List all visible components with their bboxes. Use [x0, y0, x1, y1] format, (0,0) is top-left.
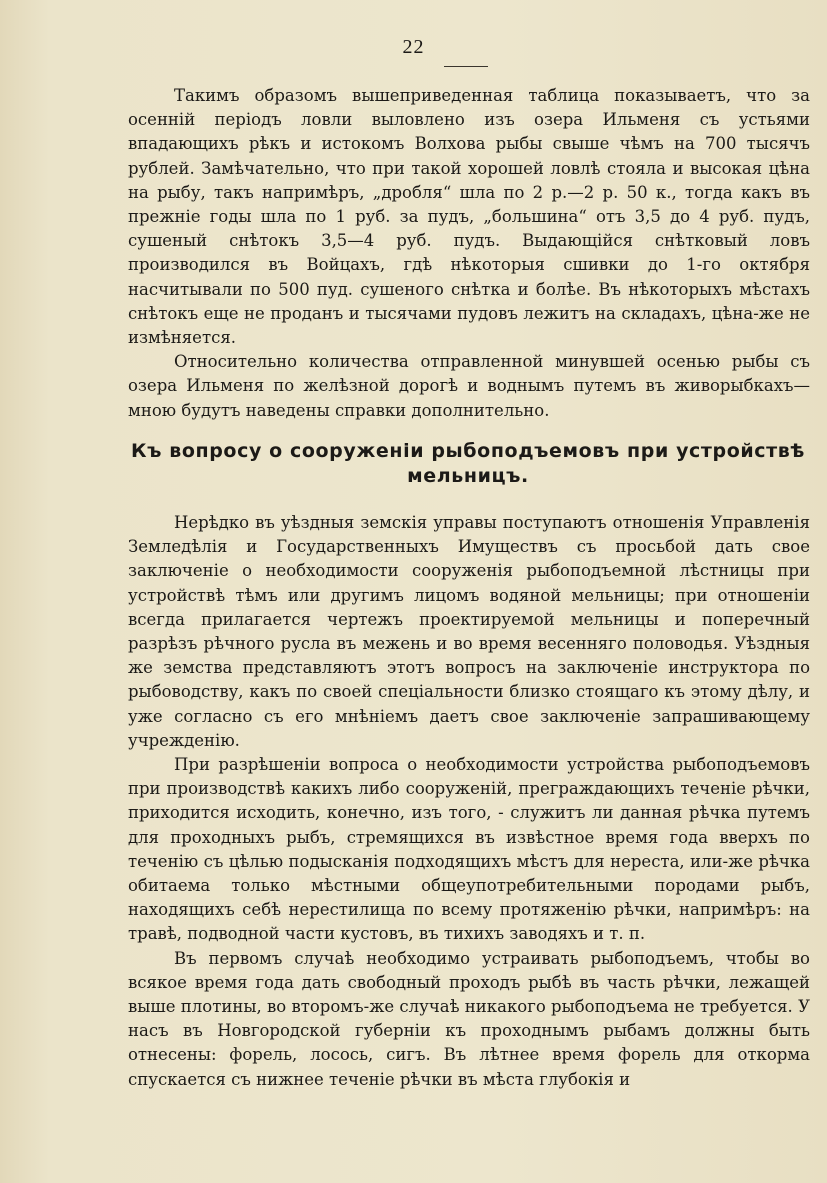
- article-paragraph-2: При разрѣшенiи вопроса о необходимости устройства рыбоподъемовъ при производствѣ какихъ либо сооруженiй, преграждающихъ теченiе рѣчки, приходится исходить, конечно, изъ того, - служитъ ли данная рѣчка путемъ для проходныхъ рыбъ, стремящихся въ извѣстное время года вверхъ по теченiю съ цѣлью подысканiя подходящихъ мѣстъ для нереста, или-же рѣчка обитаема только мѣстными общеупотребительными породами рыбъ, находящихъ себѣ нерестилища по всему протяженiю рѣчки, напримѣръ: на травѣ, подводной части кустовъ, въ тихихъ заводяхъ и т. п.: [128, 755, 810, 944]
- article-paragraph-1: Нерѣдко въ уѣздныя земскiя управы поступаютъ отношенiя Управленiя Земледѣлiя и Государственныхъ Имуществъ съ просьбой дать свое заключенiе о необходимости сооруженiя рыбоподъемной лѣстницы при устройствѣ тѣмъ или другимъ лицомъ водяной мельницы; при отношенiи всегда прилагается чертежъ проектируемой мельницы и поперечный разрѣзъ рѣчного русла въ межень и во время весенняго половодья. Уѣздныя же земства представляютъ этотъ вопросъ на заключенiе инструктора по рыбоводству, какъ по своей спецiальности близко стоящаго къ этому дѣлу, и уже согласно съ его мнѣнiемъ даетъ свое заключенiе запрашивающему учрежденiю.: [128, 513, 810, 750]
- page-number: 22: [402, 36, 425, 58]
- page-number-underline: [444, 66, 488, 67]
- article-title: [118, 439, 818, 489]
- intro-section: [128, 84, 810, 423]
- article-paragraph-3: Въ первомъ случаѣ необходимо устраивать рыбоподъемъ, чтобы во всякое время года дать свободный проходъ рыбѣ въ часть рѣчки, лежащей выше плотины, во второмъ-же случаѣ никакого рыбоподъема не требуется. У насъ въ Новгородской губернiи къ проходнымъ рыбамъ должны быть отнесены: форель, лосось, сигъ. Въ лѣтнее время форель для откорма спускается съ нижнее теченiе рѣчки въ мѣста глубокiя и: [128, 948, 810, 1089]
- intro-paragraph-2: Относительно количества отправленной минувшей осенью рыбы съ озера Ильменя по желѣзной дорогѣ и воднымъ путемъ въ живорыбкахъ—мною будутъ наведены справки дополнительно.: [128, 352, 810, 420]
- intro-paragraph-1: Такимъ образомъ вышеприведенная таблица показываетъ, что за осеннiй перiодъ ловли выловлено изъ озера Ильменя съ устьями впадающихъ рѣкъ и истокомъ Волхова рыбы свыше чѣмъ на 700 тысячъ рублей. Замѣчательно, что при такой хорошей ловлѣ стояла и высокая цѣна на рыбу, такъ напримѣръ, „дробля“ шла по 2 р.—2 р. 50 к., тогда какъ въ прежнiе годы шла по 1 руб. за пудъ, „большина“ отъ 3,5 до 4 руб. пудъ, сушеный снѣтокъ 3,5—4 руб. пудъ. Выдающiйся снѣтковый ловъ производился въ Войцахъ, гдѣ нѣкоторыя сшивки до 1-го октября насчитывали по 500 пуд. сушеного снѣтка и болѣе. Въ нѣкоторыхъ мѣстахъ снѣтокъ еще не проданъ и тысячами пудовъ лежитъ на складахъ, цѣна-же не измѣняется.: [128, 86, 810, 348]
- article-title-line-1: Къ вопросу о сооруженiи рыбоподъемовъ при устройствѣ: [131, 440, 805, 462]
- article-body: [128, 511, 810, 1092]
- article-title-line-2: мельницъ.: [407, 465, 529, 487]
